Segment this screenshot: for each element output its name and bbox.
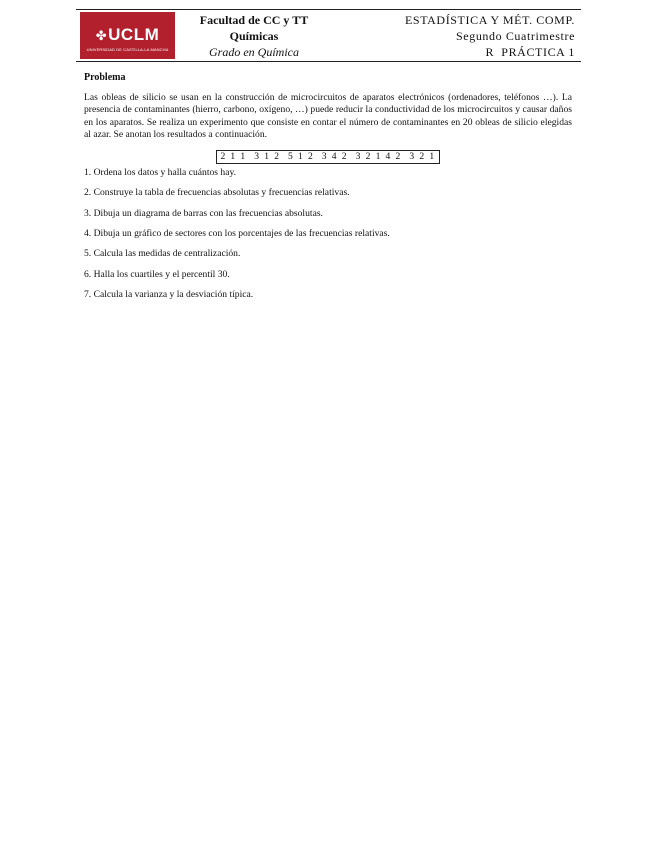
practice-label: R PRÁCTICA 1 xyxy=(485,45,575,59)
task-list xyxy=(84,167,572,301)
problem-statement: Las obleas de silicio se usan en la construcción de microcircuitos de aparatos electrónicos (ordenadores, teléfonos …). La presencia de contaminantes (hierro, carbono, oxígeno, …) puede reducir la conductividad de los microcircuitos y causar daños en los aparatos. Se realiza un experimento que consiste en contar el número de contaminantes en 20 obleas de silicio elegidas al azar. Se anotan los resultados a continuación. xyxy=(84,92,572,140)
task-item: 5. Calcula las medidas de centralización. xyxy=(84,248,241,260)
task-item: 4. Dibuja un gráfico de sectores con los porcentajes de las frecuencias relativas. xyxy=(84,228,390,240)
task-item: 1. Ordena los datos y halla cuántos hay. xyxy=(84,167,237,179)
task-item: 3. Dibuja un diagrama de barras con las frecuencias absolutas. xyxy=(84,207,323,219)
task-item: 2. Construye la tabla de frecuencias absolutas y frecuencias relativas. xyxy=(84,187,350,199)
logo-subtext: UNIVERSIDAD DE CASTILLA-LA MANCHA xyxy=(86,47,169,52)
data-values-box: 2 1 1 3 1 2 5 1 2 3 4 2 3 2 1 4 2 3 2 1 xyxy=(216,150,439,164)
page-header xyxy=(76,9,581,62)
semester-label: Segundo Cuatrimestre xyxy=(456,29,575,43)
data-container xyxy=(84,146,572,163)
task-item: 6. Halla los cuartiles y el percentil 30. xyxy=(84,268,230,280)
degree-name: Grado en Química xyxy=(209,45,299,59)
problem-section xyxy=(84,72,572,309)
uclm-logo xyxy=(80,12,175,59)
course-title: ESTADÍSTICA Y MÉT. COMP. xyxy=(404,13,575,27)
task-item: 7. Calcula la varianza y la desviación típica. xyxy=(84,288,254,300)
course-block xyxy=(335,12,575,60)
faculty-block xyxy=(184,12,324,60)
faculty-name-line1: Facultad de CC y TT xyxy=(199,13,309,27)
logo-text: UCLM xyxy=(108,25,160,44)
emblem-icon: ✤ xyxy=(95,28,108,43)
problem-title: Problema xyxy=(84,72,126,83)
faculty-name-line2: Químicas xyxy=(229,29,279,43)
